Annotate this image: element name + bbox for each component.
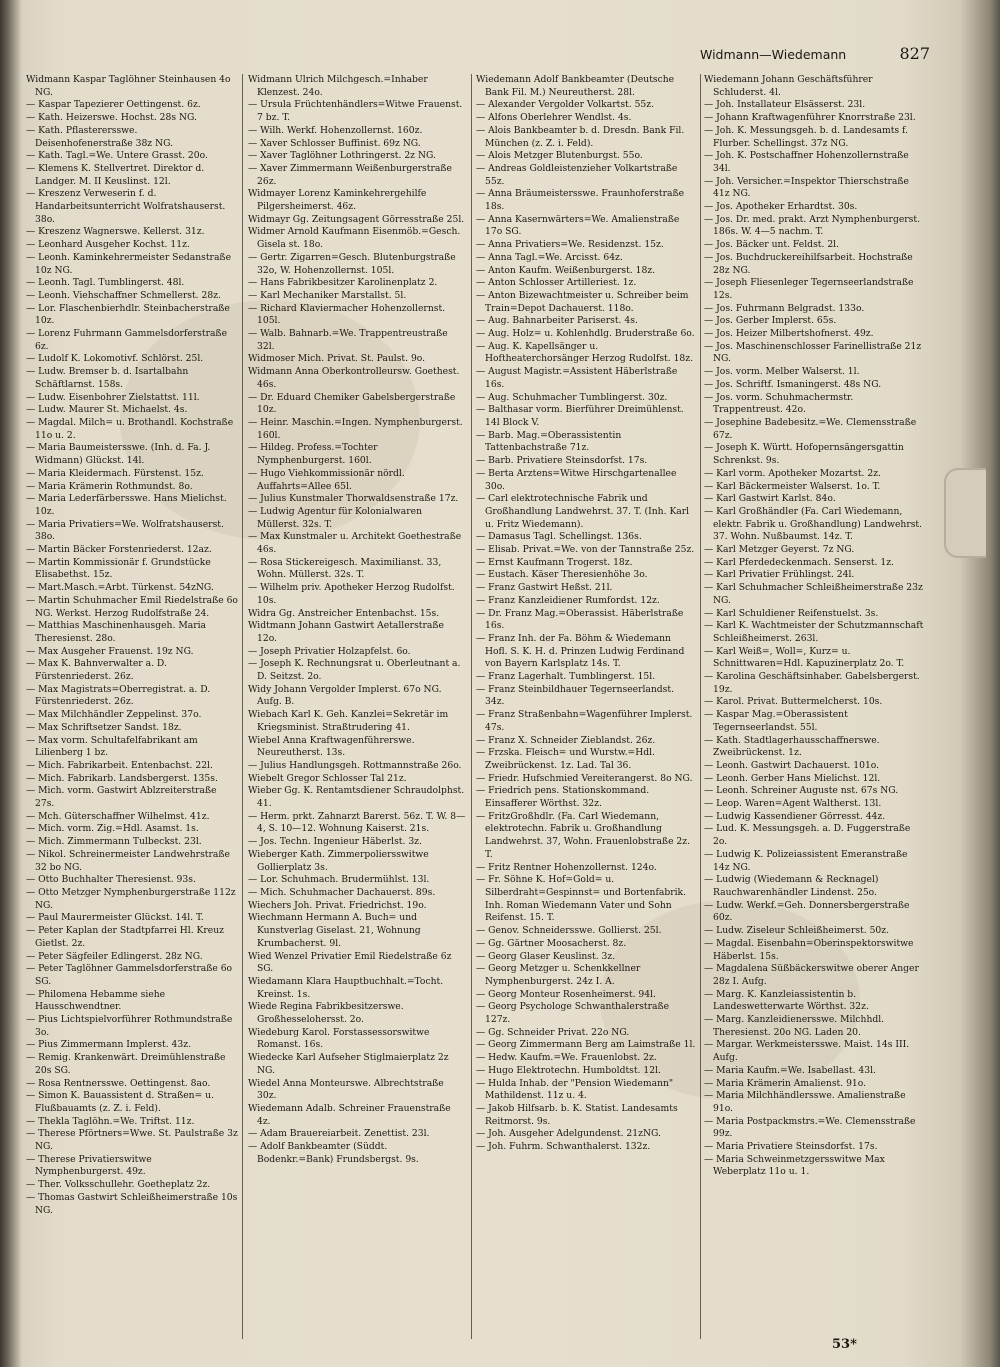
sheet-signature: 53*: [832, 1337, 857, 1352]
directory-entry: — Rosa Stickereigesch. Maximilianst. 33, Wohn. Müllerst. 32s. T.: [248, 556, 442, 581]
directory-entry: — Martin Bäcker Forstenriederst. 12az.: [26, 544, 212, 556]
directory-entry: — Magdalena Süßbäckerswitwe oberer Anger 28z I. Aufg.: [704, 963, 919, 987]
directory-entry: Wiebel Anna Kraftwagenführerswe. Neureutherst. 13s.: [248, 734, 415, 759]
directory-entry: — Peter Sägfeiler Edlingerst. 28z NG.: [26, 950, 203, 962]
column-rule: [471, 74, 472, 1339]
directory-entry: — Anna Tagl.=We. Arcisst. 64z.: [476, 251, 623, 263]
directory-entry: — Walb. Bahnarb.=We. Trappentreustraße 32l.: [248, 328, 448, 352]
directory-entry: — Lor. Flaschenbierhdlr. Steinbacherstraße 10z.: [26, 302, 230, 327]
directory-entry: — Barb. Mag.=Oberassistentin Tattenbachstraße 71z.: [476, 429, 622, 454]
directory-entry: Wiedemann Adolf Bankbeamter (Deutsche Bank Fil. M.) Neureutherst. 28l.: [476, 74, 675, 98]
directory-entry: — Leonh. Kaminkehrermeister Sedanstraße 10z NG.: [26, 251, 232, 276]
directory-entry: — Karl Pferdedeckenmach. Senserst. 1z.: [704, 556, 894, 568]
directory-entry: — Damasus Tagl. Schellingst. 136s.: [476, 531, 642, 543]
directory-entry: — Anton Schlosser Artilleriest. 1z.: [476, 277, 637, 289]
directory-entry: — Johann Kraftwagenführer Knorrstraße 23l.: [704, 112, 916, 124]
column-rule: [700, 74, 701, 1339]
column-2: [248, 74, 466, 1339]
directory-entry: — Magdal. Eisenbahn=Oberinspektorswitwe Häberlst. 15s.: [704, 937, 914, 962]
directory-entry: — Frzska. Fleisch= und Wurstw.=Hdl. Zweibrückenst. 1z. Lad. Tal 36.: [476, 747, 655, 771]
directory-entry: — Gg. Gärtner Moosacherst. 8z.: [476, 937, 627, 949]
directory-entry: — Maria Schweinmetzgersswitwe Max Weberplatz 11o u. 1.: [704, 1153, 885, 1178]
directory-entry: — Therese Privatierswitwe Nymphenburgerst. 49z.: [26, 1153, 152, 1178]
directory-entry: — Leonh. Gerber Hans Mielichst. 12l.: [704, 772, 881, 784]
directory-entry: — Kreszenz Wagnerswe. Kellerst. 31z.: [26, 226, 205, 238]
directory-entry: Wieber Gg. K. Rentamtsdiener Schraudolphst. 41.: [248, 785, 465, 810]
directory-entry: — Peter Taglöhner Gammelsdorferstraße 6o SG.: [26, 963, 233, 987]
directory-entry: — Ludw. Eisenbohrer Zielstattst. 11l.: [26, 391, 200, 403]
directory-entry: — Ludw. Werkf.=Geh. Donnersbergerstraße 60z.: [704, 899, 910, 924]
directory-entry: — Maria Privatiere Steinsdorfst. 17s.: [704, 1141, 878, 1153]
directory-entry: — Joh. K. Messungsgeh. b. d. Landesamts f. Flurber. Schellingst. 37z NG.: [704, 124, 909, 149]
directory-entry: — Xaver Schlosser Buffinist. 69z NG.: [248, 137, 421, 149]
directory-entry: — Friedr. Hufschmied Vereiterangerst. 8o NG.: [476, 772, 693, 784]
directory-entry: — Mich. Fabrikarbeit. Entenbachst. 22l.: [26, 759, 213, 771]
column-rule: [242, 74, 243, 1339]
directory-entry: Wiedeburg Karol. Forstassessorswitwe Romanst. 16s.: [248, 1026, 430, 1051]
directory-entry: Widmayer Lorenz Kaminkehrergehilfe Pilgersheimerst. 46z.: [248, 188, 427, 213]
directory-entry: Widtmann Johann Gastwirt Aetallerstraße 12o.: [248, 620, 444, 644]
page-number: 827: [899, 44, 930, 63]
directory-entry: — Jos. Techn. Ingenieur Häberlst. 3z.: [248, 836, 422, 848]
directory-entry: — Georg Zimmermann Berg am Laimstraße 1l.: [476, 1039, 696, 1051]
directory-entry: — Genov. Schneidersswe. Gollierst. 25l.: [476, 925, 662, 937]
directory-entry: Wiedemann Adalb. Schreiner Frauenstraße 4z.: [248, 1102, 451, 1127]
directory-entry: — August Magistr.=Assistent Häberlstraße 16s.: [476, 366, 678, 390]
page-header: [700, 44, 930, 66]
directory-entry: Wiechers Joh. Privat. Friedrichst. 19o.: [248, 899, 427, 911]
directory-entry: Wiedecke Karl Aufseher Stiglmaierplatz 2z NG.: [248, 1052, 449, 1076]
directory-entry: — Maria Krämerin Rothmundst. 8o.: [26, 480, 193, 492]
directory-entry: — Max Schriftsetzer Sandst. 18z.: [26, 721, 182, 733]
directory-entry: Widmayr Gg. Zeitungsagent Görresstraße 25l.: [248, 213, 465, 225]
directory-entry: — Leonh. Viehschaffner Schmellerst. 28z.: [26, 289, 221, 301]
directory-entry: — Jos. Dr. med. prakt. Arzt Nymphenburgerst. 186s. W. 4—5 nachm. T.: [704, 213, 920, 238]
directory-entry: — Ludolf K. Lokomotivf. Schlörst. 25l.: [26, 353, 204, 365]
directory-entry: — Ludw. Bremser b. d. Isartalbahn Schäftlarnst. 158s.: [26, 366, 189, 390]
directory-entry: — Jakob Hilfsarb. b. K. Statist. Landesamts Reitmorst. 9s.: [476, 1102, 678, 1127]
directory-entry: — Ludwig Kassendiener Görresst. 44z.: [704, 810, 886, 822]
directory-entry: — Maria Kleidermach. Fürstenst. 15z.: [26, 467, 204, 479]
directory-entry: Wiechmann Hermann A. Buch= und Kunstverlag Giselast. 21, Wohnung Krumbacherst. 9l.: [248, 912, 421, 949]
directory-entry: — Karl Gastwirt Karlst. 84o.: [704, 493, 836, 505]
directory-entry: — Franz Kanzleidiener Rumfordst. 12z.: [476, 594, 660, 606]
directory-entry: — Balthasar vorm. Bierführer Dreimühlenst. 14l Block V.: [476, 404, 684, 428]
directory-entry: — Jos. Apotheker Erhardtst. 30s.: [704, 201, 858, 213]
directory-entry: — Jos. Maschinenschlosser Farinellistraße 21z NG.: [704, 340, 922, 365]
directory-entry: — Karol. Privat. Buttermelcherst. 10s.: [704, 696, 883, 708]
directory-entry: — Rosa Rentnersswe. Oettingenst. 8ao.: [26, 1077, 211, 1089]
directory-entry: — Adam Brauereiarbeit. Zenettist. 23l.: [248, 1128, 430, 1140]
running-head: Widmann—Wiedemann: [700, 47, 847, 62]
directory-entry: — Kreszenz Verweserin f. d. Handarbeitsunterricht Wolfratshauserst. 38o.: [26, 188, 226, 225]
directory-entry: — Franz Inh. der Fa. Böhm & Wiedemann Hofl. S. K. H. d. Prinzen Ludwig Ferdinand von Bayern Karlsplatz 14s. T.: [476, 632, 685, 670]
directory-entry: — Alois Bankbeamter b. d. Dresdn. Bank Fil. München (z. Z. i. Feld).: [476, 124, 685, 149]
directory-entry: Widmann Ulrich Milchgesch.=Inhaber Klenzest. 24o.: [248, 74, 428, 98]
directory-entry: — Franz Gastwirt Heßst. 21l.: [476, 582, 613, 594]
directory-entry: Wiedel Anna Monteurswe. Albrechtstraße 30z.: [248, 1077, 444, 1102]
directory-entry: — Jos. Schriftf. Ismaningerst. 48s NG.: [704, 378, 882, 390]
directory-entry: — Ursula Früchtenhändlers=Witwe Frauenst. 7 bz. T.: [248, 99, 463, 124]
column-4: [704, 74, 926, 1339]
directory-entry: Wiebach Karl K. Geh. Kanzlei=Sekretär im Kriegsminist. Straßtrudering 41.: [248, 709, 449, 733]
directory-entry: — Karl vorm. Apotheker Mozartst. 2z.: [704, 467, 881, 479]
directory-entry: Wiebelt Gregor Schlosser Tal 21z.: [248, 772, 407, 784]
directory-entry: — Lor. Schuhmach. Brudermühlst. 13l.: [248, 874, 430, 886]
directory-entry: Wiede Regina Fabrikbesitzerswe. Großhesselohersst. 2o.: [248, 1001, 404, 1026]
directory-entry: Wiedemann Johann Geschäftsführer Schluderst. 4l.: [704, 74, 873, 98]
directory-entry: — Maria Kaufm.=We. Isabellast. 43l.: [704, 1064, 876, 1076]
directory-entry: — Lorenz Fuhrmann Gammelsdorferstraße 6z.: [26, 328, 228, 352]
directory-entry: — Josephine Badebesitz.=We. Clemensstraße 67z.: [704, 416, 917, 441]
directory-entry: — Martin Schuhmacher Emil Riedelstraße 6o NG. Werkst. Herzog Rudolfstraße 24.: [26, 594, 238, 619]
directory-entry: — Hulda Inhab. der "Pension Wiedemann" Mathildenst. 11z u. 4.: [476, 1077, 674, 1102]
directory-entry: — Joh. K. Postschaffner Hohenzollernstraße 34l.: [704, 150, 909, 174]
directory-entry: Wied Wenzel Privatier Emil Riedelstraße 6z SG.: [248, 950, 452, 975]
directory-entry: — Leonh. Gastwirt Dachauerst. 101o.: [704, 759, 880, 771]
directory-entry: — Marg. Kanzleidienersswe. Milchhdl. Theresienst. 20o NG. Laden 20.: [704, 1014, 885, 1038]
directory-entry: — Elisab. Privat.=We. von der Tannstraße 25z.: [476, 544, 695, 556]
directory-columns: [26, 74, 926, 1344]
directory-entry: — Karolina Geschäftsinhaber. Gabelsbergerst. 19z.: [704, 671, 920, 695]
directory-entry: — Xaver Zimmermann Weißenburgerstraße 26z.: [248, 162, 452, 187]
directory-entry: — Gertr. Zigarren=Gesch. Blutenburgstraße 32o, W. Hohenzollernst. 105l.: [248, 251, 456, 276]
directory-entry: — Max vorm. Schultafelfabrikant am Lilienberg 1 bz.: [26, 734, 198, 759]
directory-entry: — Anna Kasernwärters=We. Amalienstraße 17o SG.: [476, 213, 680, 238]
directory-entry: — Franz Straßenbahn=Wagenführer Implerst. 47s.: [476, 709, 693, 733]
directory-entry: — Max Milchhändler Zeppelinst. 37o.: [26, 709, 202, 721]
directory-entry: — Kath. Heizerswe. Hochst. 28s NG.: [26, 112, 197, 124]
directory-entry: — Nikol. Schreinermeister Landwehrstraße 32 bo NG.: [26, 848, 230, 873]
directory-entry: — Karl Bäckermeister Walserst. 1o. T.: [704, 480, 881, 492]
directory-entry: — Maria Milchhändlersswe. Amalienstraße 91o.: [704, 1090, 906, 1114]
directory-entry: — Mich. vorm. Gastwirt Ablzreiterstraße 27s.: [26, 785, 217, 810]
directory-entry: — Jos. vorm. Melber Walserst. 1l.: [704, 366, 860, 378]
directory-entry: — Remig. Krankenwärt. Dreimühlenstraße 20s SG.: [26, 1052, 226, 1076]
directory-entry: — Franz Lagerhalt. Tumblingerst. 15l.: [476, 671, 656, 683]
directory-entry: — Thekla Taglöhn.=We. Triftst. 11z.: [26, 1115, 195, 1127]
directory-entry: — Heinr. Maschin.=Ingen. Nymphenburgerst. 160l.: [248, 416, 463, 441]
index-tab: [944, 468, 986, 558]
directory-entry: — Karl Großhändler (Fa. Carl Wiedemann, elektr. Fabrik u. Großhandlung) Landwehrst. 37. Wohn. Nußbaumst. 14z. T.: [704, 505, 923, 543]
directory-entry: — Joh. Fuhrm. Schwanthalerst. 132z.: [476, 1141, 651, 1153]
directory-entry: — Joseph K. Rechnungsrat u. Oberleutnant a. D. Seitzst. 2o.: [248, 658, 461, 683]
directory-entry: — Georg Monteur Rosenheimerst. 94l.: [476, 988, 656, 1000]
directory-entry: — Joseph Fliesenleger Tegernseerlandstraße 12s.: [704, 277, 914, 301]
directory-entry: — Eustach. Käser Theresienhöhe 3o.: [476, 569, 648, 581]
directory-entry: — Hugo Elektrotechn. Humboldtst. 12l.: [476, 1064, 661, 1076]
directory-entry: — Marg. K. Kanzleiassistentin b. Landeswetterwarte Wörthst. 32z.: [704, 988, 869, 1013]
directory-entry: Widra Gg. Anstreicher Entenbachst. 15s.: [248, 607, 440, 619]
directory-entry: — Alfons Oberlehrer Wendlst. 4s.: [476, 112, 632, 124]
directory-entry: Widmann Anna Oberkontrolleursw. Goethest. 46s.: [248, 366, 460, 390]
directory-entry: — Kath. Tagl.=We. Untere Grasst. 20o.: [26, 150, 208, 162]
directory-entry: — Maria Krämerin Amalienst. 91o.: [704, 1077, 867, 1089]
directory-entry: — Magdal. Milch= u. Brothandl. Kochstraße 11o u. 2.: [26, 416, 234, 441]
directory-entry: — Pius Zimmermann Implerst. 43z.: [26, 1039, 191, 1051]
directory-entry: — Franz Steinbildhauer Tegernseerlandst. 34z.: [476, 683, 675, 708]
directory-entry: — Mch. Güterschaffner Wilhelmst. 41z.: [26, 810, 210, 822]
directory-entry: — Maria Lederfärbersswe. Hans Mielichst. 10z.: [26, 493, 227, 517]
directory-entry: — Joh. Versicher.=Inspektor Thierschstraße 41z NG.: [704, 175, 909, 200]
directory-entry: — Adolf Bankbeamter (Süddt. Bodenkr.=Bank) Frundsbergst. 9s.: [248, 1141, 419, 1165]
directory-entry: — Karl Metzger Geyerst. 7z NG.: [704, 544, 855, 556]
directory-entry: — Thomas Gastwirt Schleißheimerstraße 10s NG.: [26, 1191, 238, 1216]
directory-entry: Widmann Kaspar Taglöhner Steinhausen 4o NG.: [26, 74, 231, 98]
column-1: [26, 74, 238, 1339]
directory-entry: — Simon K. Bauassistent d. Straßen= u. Flußbauamts (z. Z. i. Feld).: [26, 1090, 215, 1114]
directory-entry: — Kath. Pflasterersswe. Deisenhofenerstraße 38z NG.: [26, 124, 174, 149]
directory-entry: — Karl Privatier Frühlingst. 24l.: [704, 569, 855, 581]
directory-entry: — Jos. vorm. Schuhmachermstr. Trappentreust. 42o.: [704, 391, 854, 416]
directory-entry: — Aug. K. Kapellsänger u. Hoftheaterchorsänger Herzog Rudolfst. 18z.: [476, 340, 694, 365]
directory-entry: — Leonhard Ausgeher Kochst. 11z.: [26, 239, 190, 251]
directory-entry: — Hildeg. Profess.=Tochter Nymphenburgerst. 160l.: [248, 442, 378, 467]
directory-entry: — Richard Klaviermacher Hohenzollernst. 105l.: [248, 302, 446, 327]
directory-entry: — Therese Pförtners=Wwe. St. Paulstraße 3z NG.: [26, 1128, 238, 1153]
column-3: [476, 74, 696, 1339]
directory-entry: — Mart.Masch.=Arbt. Türkenst. 54zNG.: [26, 582, 214, 594]
directory-entry: — Julius Handlungsgeh. Rottmannstraße 26o.: [248, 759, 462, 771]
directory-entry: — Jos. Gerber Implerst. 65s.: [704, 315, 837, 327]
directory-entry: Widy Johann Vergolder Implerst. 67o NG. Aufg. B.: [248, 683, 442, 708]
directory-entry: — Hugo Viehkommissionär nördl. Auffahrts=Allee 65l.: [248, 467, 405, 492]
directory-entry: — Alexander Vergolder Volkartst. 55z.: [476, 99, 655, 111]
directory-entry: — Max Ausgeher Frauenst. 19z NG.: [26, 645, 194, 657]
directory-entry: — Max K. Bahnverwalter a. D. Fürstenriederst. 26z.: [26, 658, 167, 683]
directory-entry: — Kath. Stadtlagerhausschaffnerswe. Zweibrückenst. 1z.: [704, 734, 880, 759]
directory-entry: — Joh. Installateur Elsässerst. 23l.: [704, 99, 866, 111]
directory-entry: — Joseph Privatier Holzapfelst. 6o.: [248, 645, 411, 657]
directory-entry: — Jos. Bäcker unt. Feldst. 2l.: [704, 239, 840, 251]
directory-entry: — Ludwig K. Polizeiassistent Emeranstraße 14z NG.: [704, 848, 908, 873]
directory-entry: — Karl Schuldiener Reifenstuelst. 3s.: [704, 607, 879, 619]
directory-entry: — Kaspar Mag.=Oberassistent Tegernseerlandst. 55l.: [704, 709, 848, 733]
directory-entry: — Maria Privatiers=We. Wolfratshauserst. 38o.: [26, 518, 224, 543]
directory-entry: — Otto Buchhalter Theresienst. 93s.: [26, 874, 196, 886]
directory-entry: — Barb. Privatiere Steinsdorfst. 17s.: [476, 455, 648, 467]
directory-entry: — Mich. Zimmermann Tulbeckst. 23l.: [26, 836, 202, 848]
directory-entry: Widmoser Mich. Privat. St. Paulst. 9o.: [248, 353, 426, 365]
directory-entry: — Hedw. Kaufm.=We. Frauenlobst. 2z.: [476, 1052, 657, 1064]
directory-entry: — Ernst Kaufmann Trogerst. 18z.: [476, 556, 633, 568]
directory-entry: — FritzGroßhdlr. (Fa. Carl Wiedemann, elektrotechn. Fabrik u. Großhandlung Landwehrst. 37, Wohn. Frauenlobstraße 2z. T.: [476, 810, 691, 860]
directory-entry: — Jos. Fuhrmann Belgradst. 133o.: [704, 302, 865, 314]
directory-entry: — Ludw. Maurer St. Michaelst. 4s.: [26, 404, 188, 416]
directory-entry: — Carl elektrotechnische Fabrik und Großhandlung Landwehrst. 37. T. (Inh. Karl u. Fritz Wiedemann).: [476, 493, 690, 530]
directory-entry: — Paul Maurermeister Glückst. 14l. T.: [26, 912, 204, 924]
directory-entry: — Peter Kaplan der Stadtpfarrei Hl. Kreuz Gietlst. 2z.: [26, 925, 224, 949]
directory-entry: — Ludw. Ziseleur Schleißheimerst. 50z.: [704, 925, 890, 937]
directory-entry: — Dr. Franz Mag.=Oberassist. Häberlstraße 16s.: [476, 607, 684, 632]
directory-entry: — Georg Metzger u. Schenkkellner Nymphenburgerst. 24z I. A.: [476, 963, 641, 987]
directory-entry: — Leonh. Tagl. Tumblingerst. 48l.: [26, 277, 185, 289]
directory-entry: — Fritz Rentner Hohenzollernst. 124o.: [476, 861, 657, 873]
directory-entry: — Dr. Eduard Chemiker Gabelsbergerstraße 10z.: [248, 391, 456, 416]
directory-entry: — Anna Privatiers=We. Residenzst. 15z.: [476, 239, 664, 251]
directory-entry: — Georg Psychologe Schwanthalerstraße 127z.: [476, 1001, 670, 1026]
directory-entry: — Karl Weiß=, Woll=, Kurz= u. Schnittwaren=Hdl. Kapuzinerplatz 2o. T.: [704, 645, 905, 670]
directory-entry: — Anton Bizewachtmeister u. Schreiber beim Train=Depot Dachauerst. 118o.: [476, 289, 689, 314]
directory-entry: — Gg. Schneider Privat. 22o NG.: [476, 1026, 630, 1038]
directory-entry: — Franz X. Schneider Zieblandst. 26z.: [476, 734, 656, 746]
directory-entry: — Jos. Buchdruckereihilfsarbeit. Hochstraße 28z NG.: [704, 251, 913, 276]
directory-entry: — Leop. Waren=Agent Waltherst. 13l.: [704, 798, 882, 810]
directory-entry: — Georg Glaser Keuslinst. 3z.: [476, 950, 616, 962]
directory-entry: — Jos. Heizer Milbertshofnerst. 49z.: [704, 328, 874, 340]
directory-entry: — Julius Kunstmaler Thorwaldsenstraße 17z.: [248, 493, 459, 505]
directory-entry: — Mich. Schuhmacher Dachauerst. 89s.: [248, 887, 436, 898]
directory-entry: — Aug. Schuhmacher Tumblingerst. 30z.: [476, 391, 668, 403]
directory-entry: — Joseph K. Württ. Hofopernsängersgattin Schrenkst. 9s.: [704, 442, 904, 467]
directory-entry: — Fr. Söhne K. Hof=Gold= u. Silberdraht=Gespinnst= und Bortenfabrik. Inh. Roman Wiedemann Vater und Sohn Reifenst. 15. T.: [476, 874, 687, 924]
directory-entry: — Hans Fabrikbesitzer Karolinenplatz 2.: [248, 277, 438, 289]
directory-entry: — Leonh. Schreiner Auguste nst. 67s NG.: [704, 785, 899, 797]
directory-entry: — Lud. K. Messungsgeh. a. D. Fuggerstraße 2o.: [704, 823, 911, 848]
directory-entry: — Xaver Taglöhner Lothringerst. 2z NG.: [248, 150, 436, 162]
directory-entry: — Karl Schuhmacher Schleißheimerstraße 23z NG.: [704, 582, 923, 606]
directory-entry: — Pius Lichtspielvorführer Rothmundstraße 3o.: [26, 1014, 233, 1038]
directory-entry: — Margar. Werkmeistersswe. Maist. 14s III. Aufg.: [704, 1039, 910, 1064]
directory-entry: — Friedrich pens. Stationskommand. Einsafferer Wörthst. 32z.: [476, 785, 650, 810]
directory-entry: — Anna Bräumeistersswe. Fraunhoferstraße 18s.: [476, 188, 685, 213]
directory-entry: — Anton Kaufm. Weißenburgerst. 18z.: [476, 264, 656, 276]
directory-entry: — Ludwig (Wiedemann & Recknagel) Rauchwarenhändler Lindenst. 25o.: [704, 874, 879, 898]
directory-entry: — Ludwig Agentur für Kolonialwaren Müllerst. 32s. T.: [248, 505, 423, 530]
directory-entry: — Klemens K. Stellvertret. Direktor d. Landger. M. II Keuslinst. 12l.: [26, 162, 205, 187]
directory-entry: — Matthias Maschinenhausgeh. Maria Theresienst. 28o.: [26, 620, 207, 644]
directory-entry: Wiedamann Klara Hauptbuchhalt.=Tocht. Kreinst. 1s.: [248, 975, 444, 1000]
directory-entry: — Berta Arztens=Witwe Hirschgartenallee 30o.: [476, 467, 677, 492]
directory-entry: — Aug. Bahnarbeiter Pariserst. 4s.: [476, 315, 638, 327]
directory-entry: — Karl Mechaniker Marstallst. 5l.: [248, 289, 407, 301]
directory-entry: — Wilh. Werkf. Hohenzollernst. 160z.: [248, 124, 423, 136]
directory-entry: — Mich. vorm. Zig.=Hdl. Asamst. 1s.: [26, 823, 199, 835]
directory-entry: — Otto Metzger Nymphenburgerstraße 112z NG.: [26, 887, 236, 911]
directory-entry: — Herm. prkt. Zahnarzt Barerst. 56z. T. W. 8—4, S. 10—12. Wohnung Kaiserst. 21s.: [248, 810, 466, 835]
directory-entry: — Kaspar Tapezierer Oettingenst. 6z.: [26, 99, 201, 111]
directory-entry: — Alois Metzger Blutenburgst. 55o.: [476, 150, 643, 162]
directory-entry: — Aug. Holz= u. Kohlenhdlg. Bruderstraße 6o.: [476, 328, 695, 340]
directory-entry: — Wilhelm priv. Apotheker Herzog Rudolfst. 10s.: [248, 582, 455, 606]
directory-entry: — Philomena Hebamme siehe Hausschwendtner.: [26, 988, 166, 1013]
directory-entry: — Mich. Fabrikarb. Landsbergerst. 135s.: [26, 772, 218, 784]
directory-entry: — Maria Baumeistersswe. (Inh. d. Fa. J. Widmann) Glückst. 14l.: [26, 442, 211, 467]
directory-entry: Wieberger Kath. Zimmerpoliersswitwe Gollierplatz 3s.: [248, 848, 429, 873]
directory-entry: — Karl K. Wachtmeister der Schutzmannschaft Schleißheimerst. 263l.: [704, 620, 924, 644]
directory-entry: — Max Kunstmaler u. Architekt Goethestraße 46s.: [248, 531, 462, 556]
directory-entry: — Ther. Volksschullehr. Goetheplatz 2z.: [26, 1179, 211, 1191]
directory-entry: — Max Magistrats=Oberregistrat. a. D. Fürstenriederst. 26z.: [26, 683, 211, 708]
directory-entry: — Martin Kommissionär f. Grundstücke Elisabethst. 15z.: [26, 556, 211, 581]
directory-entry: — Joh. Ausgeher Adelgundenst. 21zNG.: [476, 1128, 661, 1140]
directory-entry: Widmer Arnold Kaufmann Eisenmöb.=Gesch. Gisela st. 18o.: [248, 226, 461, 251]
directory-entry: — Andreas Goldleistenzieher Volkartstraße 55z.: [476, 162, 678, 187]
directory-entry: — Maria Postpackmstrs.=We. Clemensstraße 99z.: [704, 1115, 916, 1140]
